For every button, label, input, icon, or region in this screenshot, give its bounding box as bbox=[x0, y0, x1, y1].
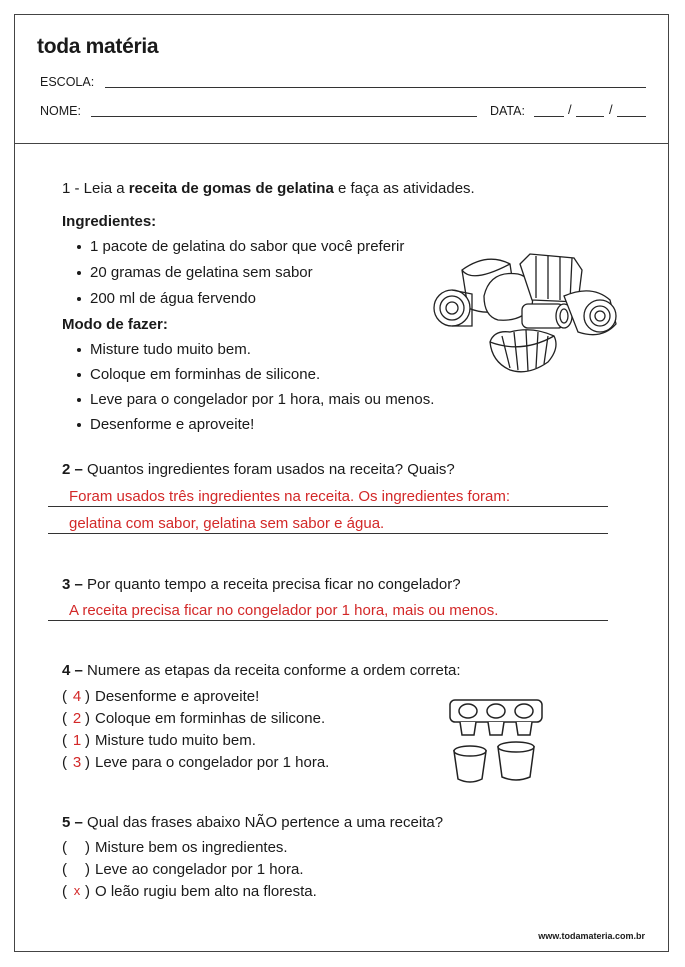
open-paren: ( bbox=[62, 732, 67, 749]
close-paren: ) bbox=[85, 732, 90, 749]
brand-logo: toda matéria bbox=[37, 35, 159, 58]
silicone-molds-icon bbox=[446, 697, 546, 787]
date-day-field[interactable] bbox=[534, 116, 564, 117]
q4-item-text: Misture tudo muito bem. bbox=[95, 732, 256, 749]
bullet bbox=[77, 271, 81, 275]
close-paren: ) bbox=[85, 754, 90, 771]
ingredient-item: 1 pacote de gelatina do sabor que você preferir bbox=[90, 238, 405, 255]
q3-question: 3 – Por quanto tempo a receita precisa ficar no congelador? bbox=[62, 576, 461, 593]
method-step: Leve para o congelador por 1 hora, mais ou menos. bbox=[90, 391, 435, 408]
bullet bbox=[77, 373, 81, 377]
footer-url: www.todamateria.com.br bbox=[538, 931, 645, 941]
ingredient-item: 20 gramas de gelatina sem sabor bbox=[90, 264, 313, 281]
open-paren: ( bbox=[62, 883, 67, 900]
q5-item-text: O leão rugiu bem alto na floresta. bbox=[95, 883, 317, 900]
q2-answer-line1: Foram usados três ingredientes na receita. Os ingredientes foram: bbox=[69, 488, 511, 505]
q4-item-text: Coloque em forminhas de silicone. bbox=[95, 710, 326, 727]
method-step: Misture tudo muito bem. bbox=[90, 341, 251, 358]
date-year-field[interactable] bbox=[617, 116, 646, 117]
close-paren: ) bbox=[85, 710, 90, 727]
q4-mark: 1 bbox=[72, 732, 82, 749]
q2-answer-line2: gelatina com sabor, gelatina sem sabor e água. bbox=[69, 515, 385, 532]
q4-item-text: Desenforme e aproveite! bbox=[95, 688, 260, 705]
q4-mark: 3 bbox=[72, 754, 82, 771]
q4-question: 4 – Numere as etapas da receita conforme a ordem correta: bbox=[62, 662, 461, 679]
q4-mark: 4 bbox=[72, 688, 82, 705]
answer-line bbox=[48, 620, 608, 621]
answer-line bbox=[48, 533, 608, 534]
date-separator: / bbox=[568, 102, 572, 117]
date-label: DATA: bbox=[490, 104, 525, 118]
close-paren: ) bbox=[85, 861, 90, 878]
gummy-candies-icon bbox=[432, 244, 624, 390]
q5-question: 5 – Qual das frases abaixo NÃO pertence a uma receita? bbox=[62, 814, 444, 831]
ingredient-item: 200 ml de água fervendo bbox=[90, 290, 256, 307]
close-paren: ) bbox=[85, 839, 90, 856]
date-separator: / bbox=[609, 102, 613, 117]
name-label: NOME: bbox=[40, 104, 81, 118]
q5-item-text: Leve ao congelador por 1 hora. bbox=[95, 861, 304, 878]
close-paren: ) bbox=[85, 688, 90, 705]
method-title: Modo de fazer: bbox=[62, 316, 168, 333]
open-paren: ( bbox=[62, 861, 67, 878]
date-month-field[interactable] bbox=[576, 116, 604, 117]
bullet bbox=[77, 423, 81, 427]
q4-mark: 2 bbox=[72, 710, 82, 727]
open-paren: ( bbox=[62, 710, 67, 727]
bullet bbox=[77, 348, 81, 352]
q5-item-text: Misture bem os ingredientes. bbox=[95, 839, 288, 856]
header-divider bbox=[15, 143, 668, 144]
open-paren: ( bbox=[62, 754, 67, 771]
q5-mark: x bbox=[73, 883, 81, 898]
name-field[interactable] bbox=[91, 116, 477, 117]
worksheet bbox=[14, 14, 669, 952]
school-field[interactable] bbox=[105, 87, 646, 88]
bullet bbox=[77, 297, 81, 301]
q4-item-text: Leve para o congelador por 1 hora. bbox=[95, 754, 330, 771]
school-label: ESCOLA: bbox=[40, 75, 95, 89]
method-step: Coloque em forminhas de silicone. bbox=[90, 366, 321, 383]
close-paren: ) bbox=[85, 883, 90, 900]
q2-question: 2 – Quantos ingredientes foram usados na receita? Quais? bbox=[62, 461, 455, 478]
bullet bbox=[77, 245, 81, 249]
method-step: Desenforme e aproveite! bbox=[90, 416, 255, 433]
open-paren: ( bbox=[62, 839, 67, 856]
ingredients-title: Ingredientes: bbox=[62, 213, 157, 230]
q3-answer: A receita precisa ficar no congelador por 1 hora, mais ou menos. bbox=[69, 602, 499, 619]
bullet bbox=[77, 398, 81, 402]
q1-instruction: 1 - Leia a receita de gomas de gelatina e faça as atividades. bbox=[62, 180, 475, 197]
open-paren: ( bbox=[62, 688, 67, 705]
answer-line bbox=[48, 506, 608, 507]
